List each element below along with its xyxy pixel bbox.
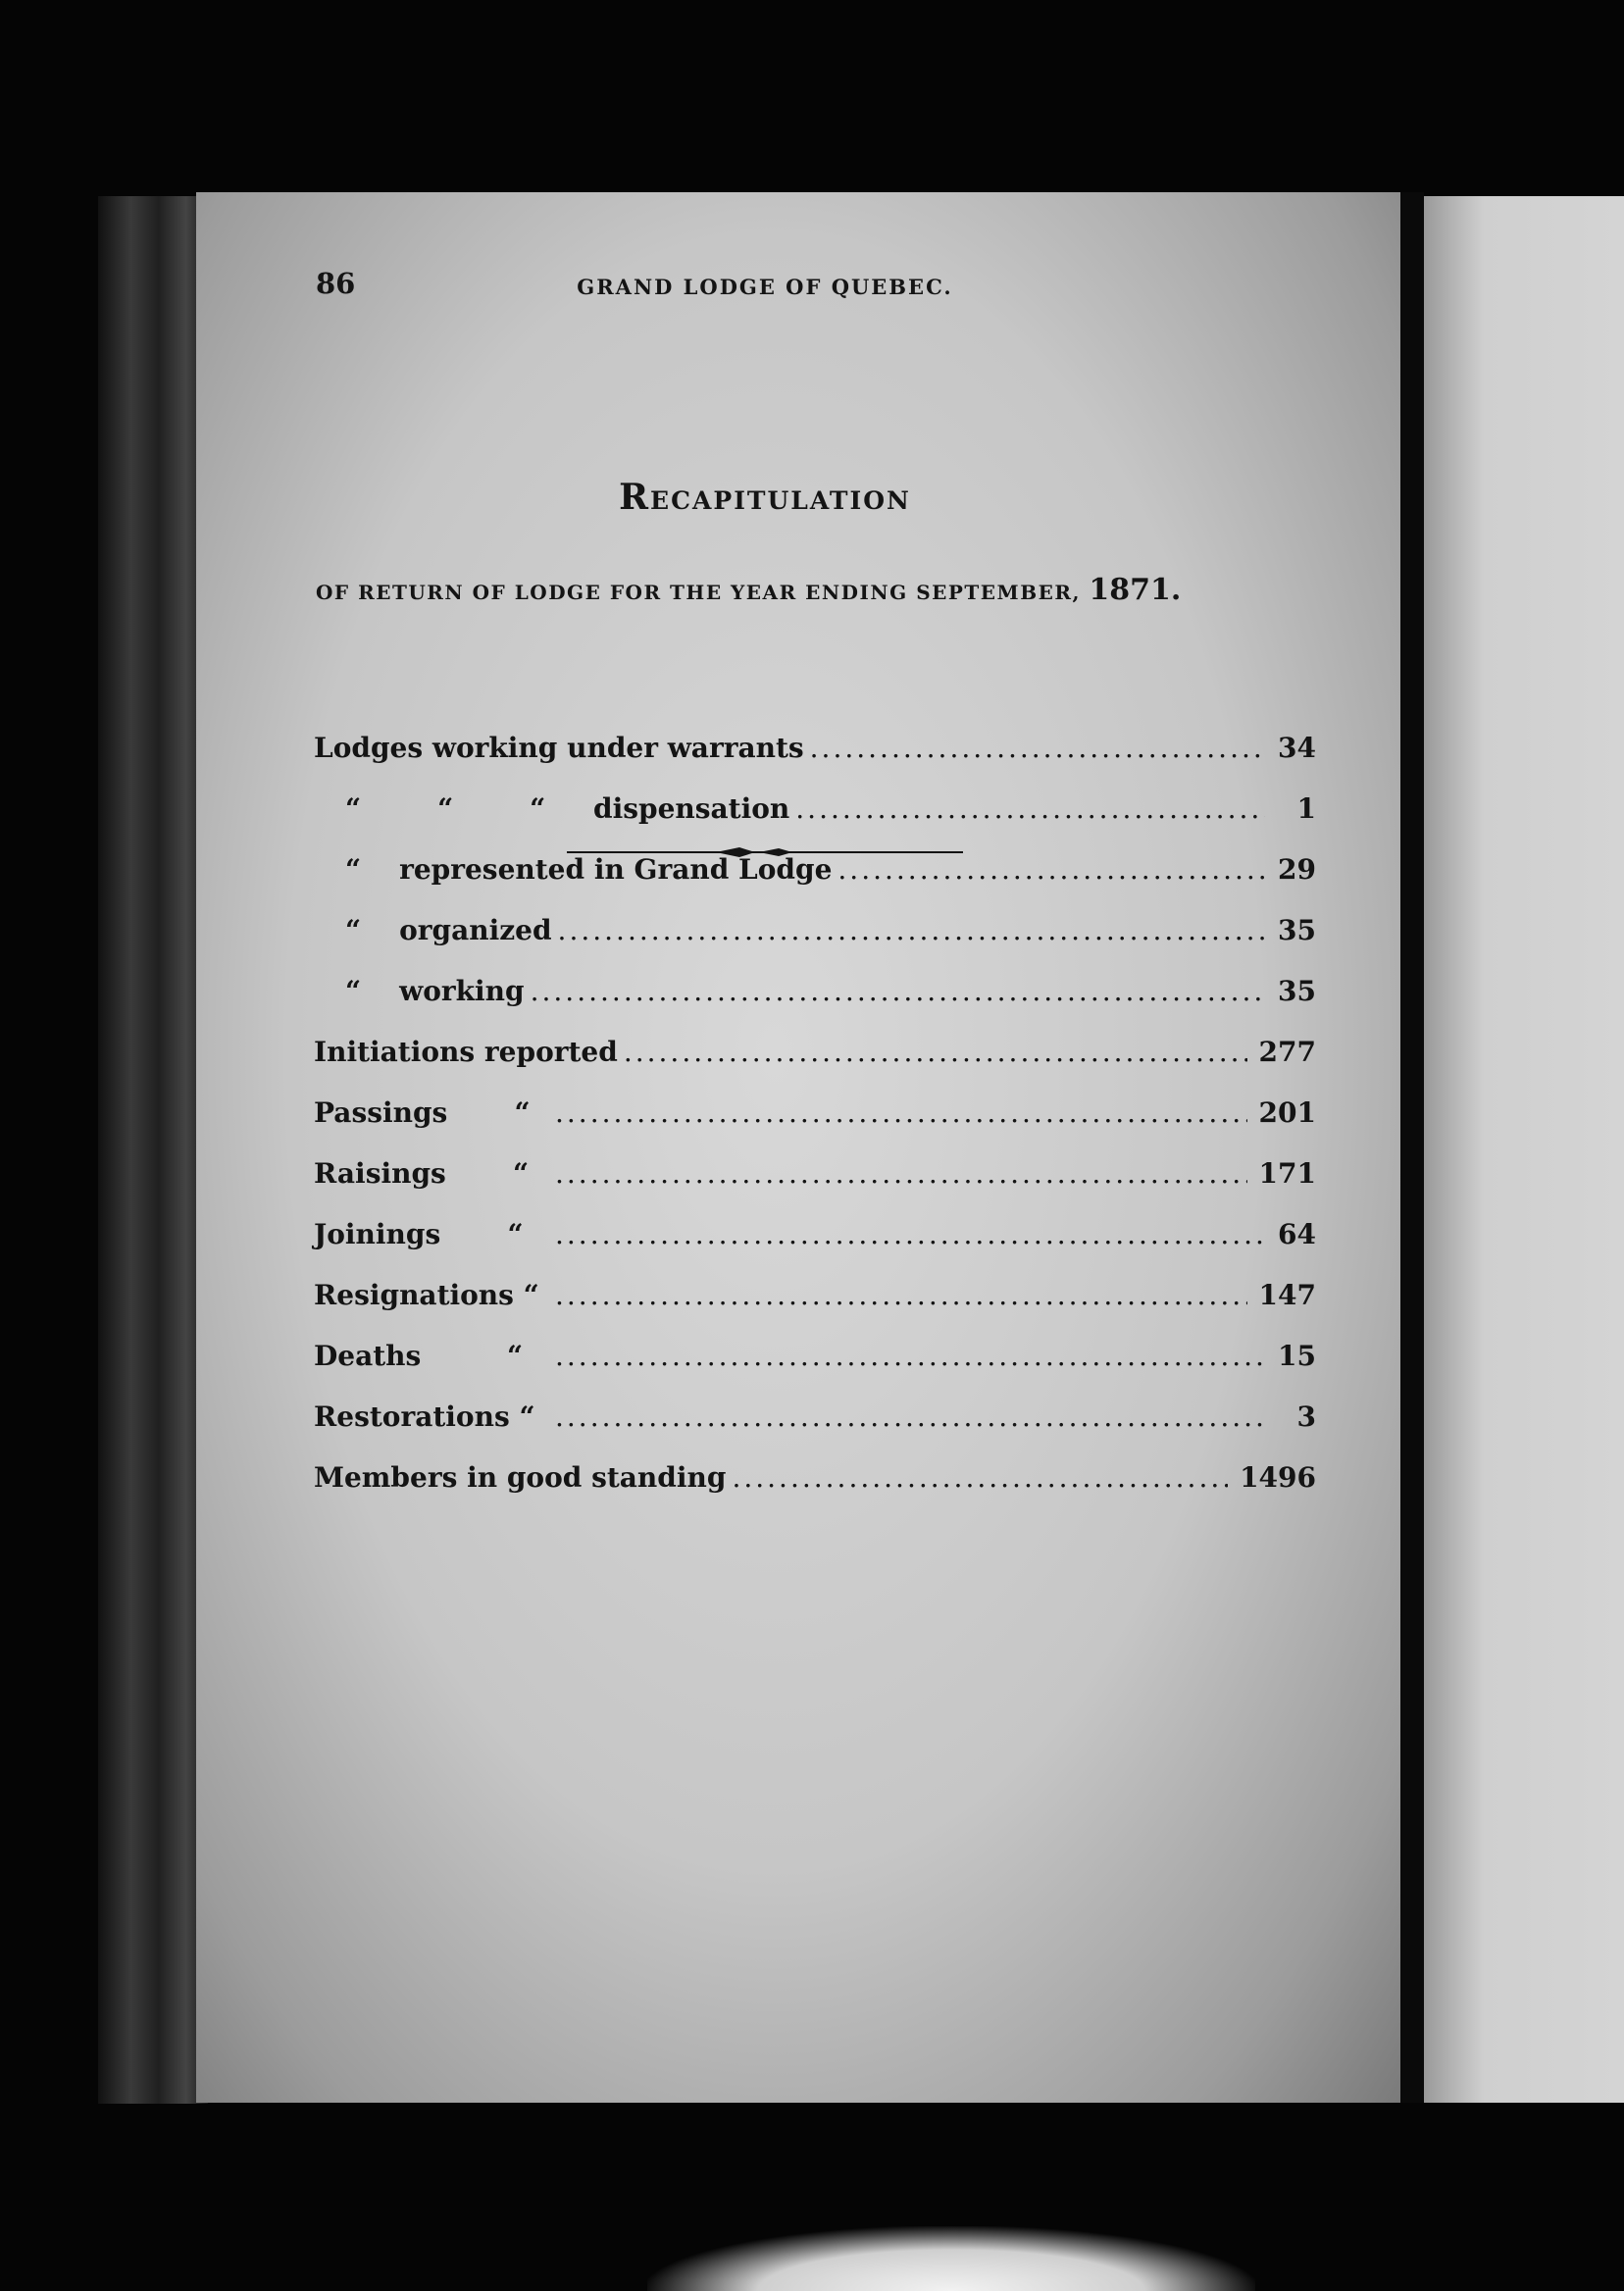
row-value: 34 <box>1278 732 1316 764</box>
leader-dots <box>531 975 1265 1007</box>
running-head: GRAND LODGE OF QUEBEC. <box>577 275 953 299</box>
table-row <box>314 792 1316 832</box>
page-title: Recapitulation <box>619 477 911 518</box>
row-value: 201 <box>1258 1096 1316 1129</box>
row-value: 277 <box>1258 1036 1316 1068</box>
subtitle-text: OF RETURN OF LODGE FOR THE YEAR ENDING SEPTEMBER, <box>316 581 1081 604</box>
row-label: Raisings “ <box>314 1157 530 1190</box>
table-row <box>314 853 1316 892</box>
leader-dots <box>555 1279 1247 1311</box>
row-label: Joinings “ <box>314 1218 524 1250</box>
leader-dots <box>555 1157 1247 1190</box>
row-label: Restorations “ <box>314 1400 535 1433</box>
table-row <box>314 1279 1316 1318</box>
leader-dots <box>558 914 1265 946</box>
row-value: 35 <box>1278 975 1316 1007</box>
leader-dots <box>732 1461 1228 1494</box>
leader-dots <box>837 853 1265 886</box>
leader-dots <box>810 732 1265 764</box>
table-row <box>314 1340 1316 1379</box>
row-value: 35 <box>1278 914 1316 946</box>
table-row <box>314 1461 1316 1501</box>
row-value: 64 <box>1278 1218 1316 1250</box>
row-value: 171 <box>1258 1157 1316 1190</box>
row-value: 15 <box>1278 1340 1316 1372</box>
row-value: 1496 <box>1240 1461 1316 1494</box>
row-label: Initiations reported <box>314 1036 618 1068</box>
row-value: 1 <box>1296 792 1316 825</box>
book-page-edges <box>98 196 208 2104</box>
subtitle-year: 1871. <box>1089 573 1182 607</box>
leader-dots <box>555 1218 1265 1250</box>
row-value: 147 <box>1258 1279 1316 1311</box>
row-label: “ “ “ dispensation <box>345 792 790 825</box>
book-gutter <box>1400 192 1424 2103</box>
row-value: 3 <box>1296 1400 1316 1433</box>
row-value: 29 <box>1278 853 1316 886</box>
row-label: “ organized <box>345 914 552 946</box>
leader-dots <box>795 792 1265 825</box>
page-number: 86 <box>316 267 356 300</box>
page-subtitle <box>316 573 1395 607</box>
table-row <box>314 1036 1316 1075</box>
row-label: Lodges working under warrants <box>314 732 804 764</box>
row-label: Resignations “ <box>314 1279 539 1311</box>
scan-light-spot <box>647 2226 1255 2291</box>
table-row <box>314 914 1316 953</box>
leader-dots <box>555 1400 1265 1433</box>
row-label: “ working <box>345 975 525 1007</box>
table-row <box>314 1157 1316 1196</box>
facing-page-edge <box>1424 196 1624 2103</box>
table-row <box>314 1400 1316 1440</box>
table-row <box>314 975 1316 1014</box>
leader-dots <box>624 1036 1247 1068</box>
book-page <box>196 192 1400 2103</box>
leader-dots <box>555 1340 1265 1372</box>
row-label: “ represented in Grand Lodge <box>345 853 833 886</box>
leader-dots <box>555 1096 1247 1129</box>
table-row <box>314 1096 1316 1136</box>
table-row <box>314 1218 1316 1257</box>
row-label: Passings “ <box>314 1096 531 1129</box>
row-label: Deaths “ <box>314 1340 524 1372</box>
table-row <box>314 732 1316 771</box>
row-label: Members in good standing <box>314 1461 727 1494</box>
